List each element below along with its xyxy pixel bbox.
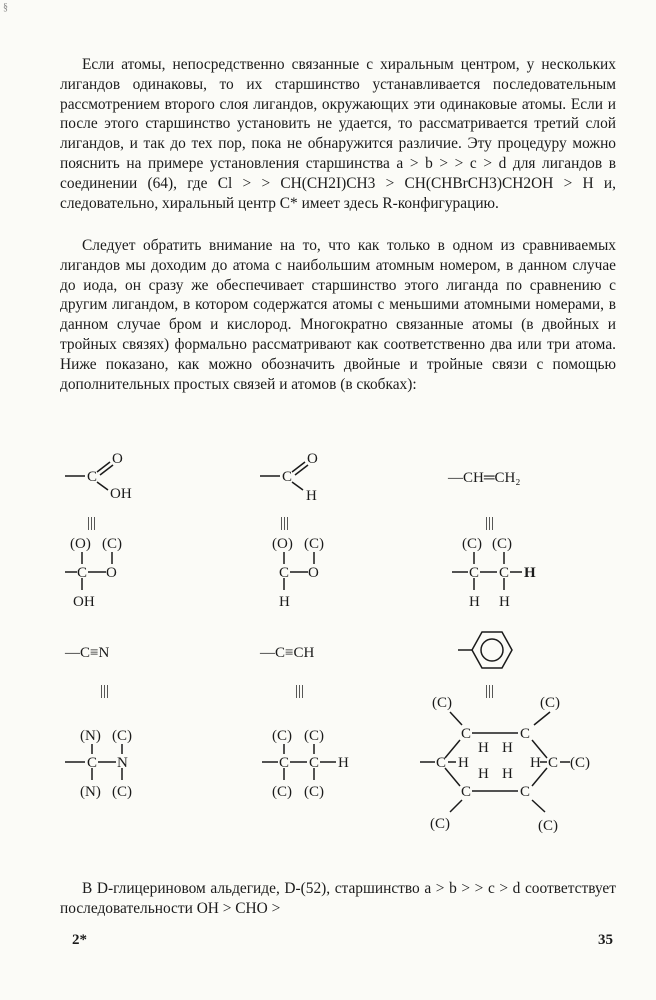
- paren-n: (N): [80, 728, 101, 744]
- paren-c: (C): [102, 536, 122, 552]
- atom-h: H: [530, 755, 541, 771]
- signature-mark: 2*: [72, 932, 87, 948]
- paren-c: (C): [570, 755, 590, 771]
- atom-h: H: [502, 740, 513, 756]
- paragraph-3: В D-глицериновом альдегиде, D-(52), старшинство a > b > > c > d соответствует последовательности OH > CHO >: [60, 880, 616, 917]
- page-number: 35: [598, 932, 613, 948]
- atom-c: C: [520, 784, 531, 800]
- equivalence-symbol: |||: [485, 683, 495, 699]
- paren-c: (C): [304, 536, 324, 552]
- paren-o: (O): [70, 536, 91, 552]
- paren-o: (O): [272, 536, 293, 552]
- nitrile-diagram: [64, 645, 132, 800]
- bond: [532, 800, 545, 812]
- atom-oh: OH: [110, 486, 132, 502]
- paren-c: (C): [432, 695, 452, 711]
- atom-h: H: [279, 594, 290, 610]
- atom-h: H: [469, 594, 480, 610]
- atom-o: O: [308, 565, 319, 581]
- bond-representation-diagrams: [40, 440, 630, 850]
- atom-o: O: [112, 451, 123, 467]
- atom-h: H: [306, 488, 317, 504]
- atom-c: C: [309, 755, 320, 771]
- atom-h: H: [478, 740, 489, 756]
- bond: [450, 712, 462, 725]
- atom-n: N: [117, 755, 128, 771]
- bond: [292, 462, 305, 472]
- atom-h: H: [499, 594, 510, 610]
- diagrams-svg: [40, 440, 630, 850]
- equivalence-symbol: |||: [280, 515, 290, 531]
- paren-c: (C): [304, 728, 324, 744]
- paragraph-1: Если атомы, непосредственно связанные с хиральным центром, у нескольких лигандов одинаковы, то их старшинство устанавливается последовательным рассмотрением второго слоя лигандов, окружающих эти одинаковые атомы. Если и после этого старшинство установить не удается, то рассматривается третий слой лигандов, и так до тех пор, пока не обнаружится различие. Эту процедуру можно пояснить на примере установления старшинства a > b > > c > d для лигандов в соединении (64), где Cl > > CH(CH2I)CH3 > CH(CHBrCH3)CH2OH > H и, следовательно, хиральный центр C* имеет здесь R-конфигурацию.: [60, 56, 616, 212]
- carboxyl-diagram: [65, 451, 132, 610]
- atom-c: C: [461, 726, 472, 742]
- nitrile-formula: —C≡N: [65, 645, 110, 661]
- atom-c: C: [499, 565, 510, 581]
- atom-h: H: [338, 755, 349, 771]
- aromatic-circle: [481, 639, 503, 661]
- paren-c: (C): [272, 728, 292, 744]
- bond: [97, 462, 110, 472]
- atom-h: H: [478, 766, 489, 782]
- benzene-ring-shape: [472, 632, 512, 668]
- phenyl-diagram: [420, 632, 590, 834]
- atom-c: C: [77, 565, 88, 581]
- atom-c: C: [469, 565, 480, 581]
- atom-c: C: [436, 755, 447, 771]
- vinyl-formula: —CH═CH₂: [448, 470, 521, 486]
- bond: [534, 712, 550, 725]
- equivalence-symbol: |||: [485, 515, 495, 531]
- atom-h: H: [524, 565, 536, 581]
- corner-mark: §: [3, 2, 8, 13]
- aldehyde-diagram: [260, 451, 324, 610]
- atom-c: C: [279, 755, 290, 771]
- atom-c: C: [87, 755, 98, 771]
- atom-h: H: [458, 755, 469, 771]
- alkyne-formula: —C≡CH: [260, 645, 315, 661]
- alkyne-diagram: [259, 645, 349, 800]
- atom-c: C: [461, 784, 472, 800]
- atom-h: H: [502, 766, 513, 782]
- paren-c: (C): [540, 695, 560, 711]
- paren-c: (C): [462, 536, 482, 552]
- atom-c: C: [279, 565, 290, 581]
- paren-c: (C): [492, 536, 512, 552]
- vinyl-diagram: [447, 470, 536, 610]
- bond: [450, 800, 462, 812]
- equivalence-symbol: |||: [295, 683, 305, 699]
- paren-n: (N): [80, 784, 101, 800]
- paren-c: (C): [112, 784, 132, 800]
- paren-c: (C): [272, 784, 292, 800]
- paren-c: (C): [112, 728, 132, 744]
- atom-c: C: [548, 755, 559, 771]
- paren-c: (C): [430, 816, 450, 832]
- atom-c: C: [520, 726, 531, 742]
- paren-c: (C): [538, 818, 558, 834]
- atom-oh: OH: [73, 594, 95, 610]
- atom-o: O: [307, 451, 318, 467]
- equivalence-symbol: |||: [100, 683, 110, 699]
- atom-c: C: [282, 469, 293, 485]
- bond: [292, 482, 303, 490]
- atom-c: C: [87, 469, 98, 485]
- equivalence-symbol: |||: [87, 515, 97, 531]
- bond: [97, 482, 108, 490]
- atom-o: O: [106, 565, 117, 581]
- paragraph-2: Следует обратить внимание на то, что как только в одном из сравниваемых лигандов мы доходим до атома с наибольшим атомным номером, в данном случае до иода, он сразу же обеспечивает старшинство этого лиганда по сравнению с другим лигандом, в котором содержатся атомы с меньшими атомными номерами, в данном случае бром и кислород. Многократно связанные атомы (в двойных и тройных связях) формально рассматривают как соответственно два или три атома. Ниже показано, как можно обозначить двойные и тройные связи с помощью дополнительных простых связей и атомов (в скобках):: [60, 237, 616, 393]
- paren-c: (C): [304, 784, 324, 800]
